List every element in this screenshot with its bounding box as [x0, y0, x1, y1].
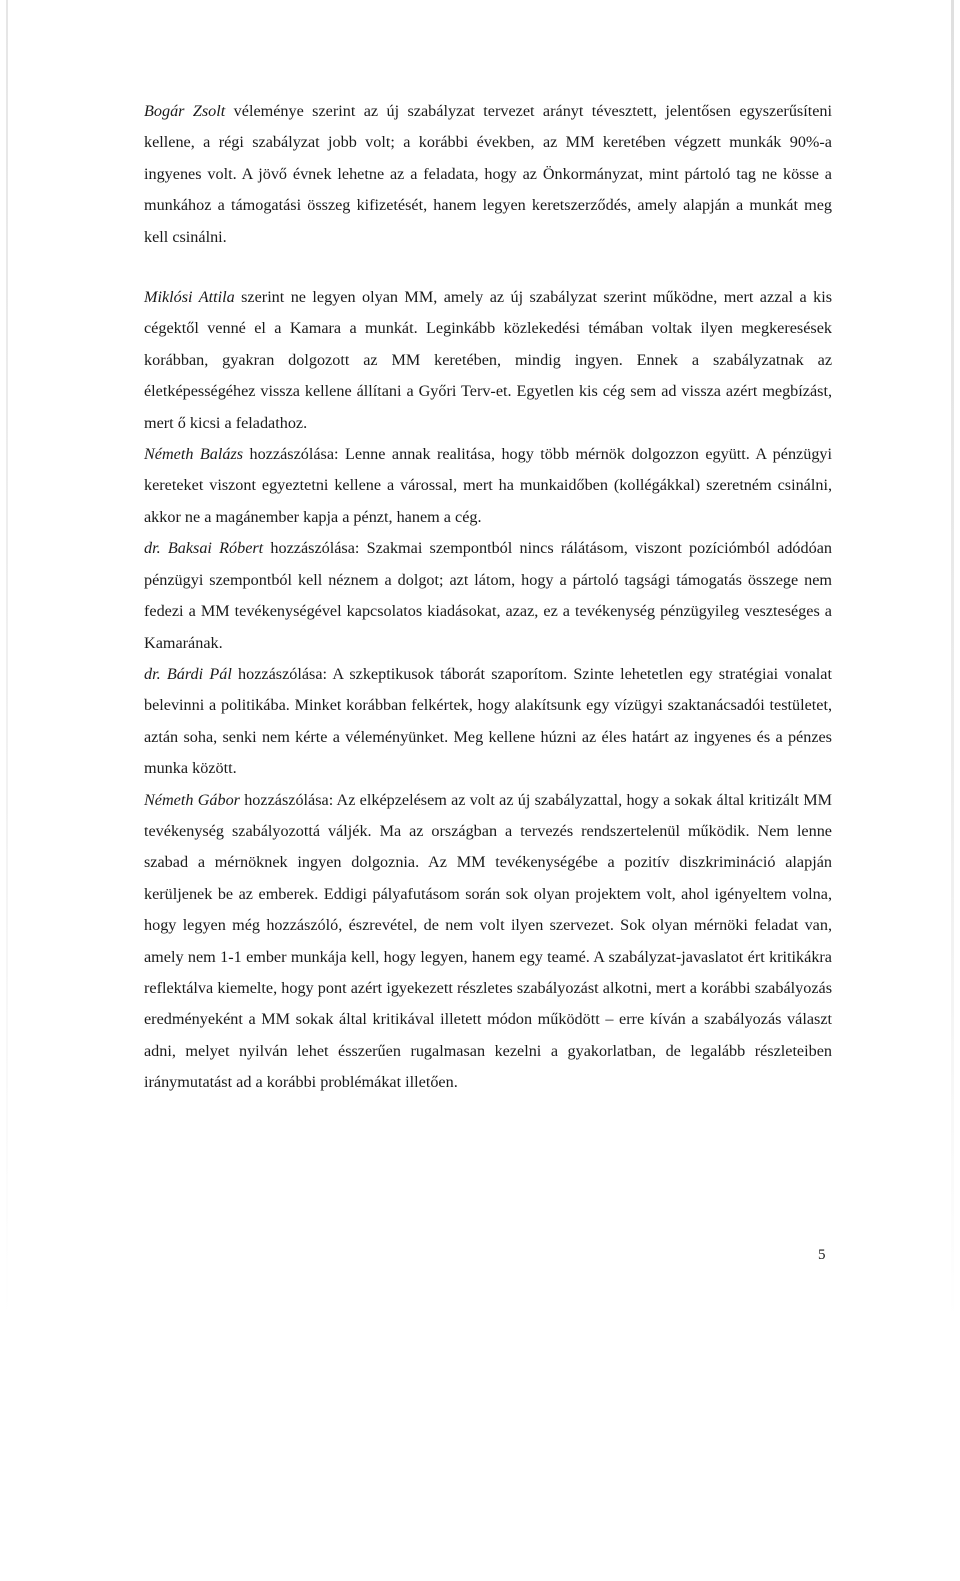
scan-edge-left [6, 0, 8, 1320]
paragraph-bardi-pal [144, 659, 832, 785]
paragraph-text: szerint ne legyen olyan MM, amely az új szabályzat szerint működne, mert azzal a kis cégektől venné el a Kamara a munkát. Leginkább közlekedési témában voltak ilyen megkeresések korábban, gyakran dolgozott az MM keretében, mindig ingyen. Ennek a szabályzatnak az életképességéhez vissza kellene állítani a Győri Terv-et. Egyetlen kis cég sem ad vissza azért megbízást, mert ő kicsi a feladathoz. [144, 288, 832, 432]
paragraph-text: véleménye szerint az új szabályzat tervezet arányt tévesztett, jelentősen egyszerűsíteni kellene, a régi szabályzat jobb volt; a korábbi években, az MM keretében végzett munkák 90%-a ingyenes volt. A jövő évnek lehetne az a feladata, hogy az Önkormányzat, mint pártoló tag ne kösse a munkához a támogatási összeg kifizetését, hanem legyen keretszerződés, amely alapján a munkát meg kell csinálni. [144, 102, 832, 246]
paragraph-nemeth-gabor [144, 785, 832, 1099]
paragraph-text: hozzászólása: Az elképzelésem az volt az új szabályzattal, hogy a sokak által kritizált MM tevékenység szabályozottá váljék. Ma az országban a tervezés rendszertelenül működik. Nem lenne szabad a mérnöknek ingyen dolgoznia. Az MM tevékenységébe a pozitív diszkrimináció alapján kerüljenek be az emberek. Eddigi pályafutásom során sok olyan projektem volt, ahol igényeltem volna, hogy legyen még hozzászóló, észrevétel, de nem volt ilyen szervezet. Sok olyan mérnöki feladat van, amely nem 1-1 ember munkája kell, hogy legyen, hanem egy teamé. A szabályzat-javaslatot ért kritikákra reflektálva kiemelte, hogy pont azért igyekezett részletes szabályozást alkotni, mert a korábbi szabályozás eredményeként a MM sokak által kritikával illetett módon működött – erre kíván a szabályozás választ adni, melyet nyilván lehet ésszerűen rugalmasan kezelni a gyakorlatban, de legalább részleteiben iránymutatást ad a korábbi problémákat illetően. [144, 790, 833, 1092]
paragraph-text: hozzászólása: Szakmai szempontból nincs rálátásom, viszont pozíciómból adódóan pénzügyi szempontból kell néznem a dolgot; azt látom, hogy a pártoló tagsági támogatás összege nem fedezi a MM tevékenységével kapcsolatos kiadásokat, azaz, ez a tevékenység pénzügyileg veszteséges a Kamarának. [144, 539, 832, 652]
document-body [144, 96, 832, 1099]
paragraph-baksai-robert [144, 533, 832, 659]
scan-edge-right [951, 0, 954, 1320]
page-number: 5 [818, 1247, 826, 1263]
speaker-name: Németh Balázs [144, 445, 244, 464]
speaker-name: dr. Baksai Róbert [144, 539, 264, 558]
speaker-name: Miklósi Attila [144, 288, 235, 307]
speaker-name: Bogár Zsolt [144, 102, 226, 120]
paragraph-text: hozzászólása: A szkeptikusok táborát szaporítom. Szinte lehetetlen egy stratégiai vonalat belevinni a politikába. Minket korábban felkértek, hogy alakítsunk egy vízügyi szaktanácsadói testületet, aztán soha, senki nem kérte a véleményünket. Meg kellene húzni az éles határt az ingyenes és a pénzes munka között. [144, 664, 832, 778]
paragraph-miklosi-attila [144, 282, 832, 439]
paragraph-text: hozzászólása: Lenne annak realitása, hogy több mérnök dolgozzon együtt. A pénzügyi kereteket viszont egyeztetni kellene a várossal, mert ha munkaidőben (kollégákkal) szeretném csinálni, akkor ne a magánember kapja a pénzt, hanem a cég. [144, 445, 833, 526]
speaker-name: dr. Bárdi Pál [144, 664, 232, 683]
paragraph-bogar-zsolt [144, 96, 832, 253]
paragraph-nemeth-balazs [144, 439, 832, 533]
speaker-name: Németh Gábor [144, 790, 240, 809]
